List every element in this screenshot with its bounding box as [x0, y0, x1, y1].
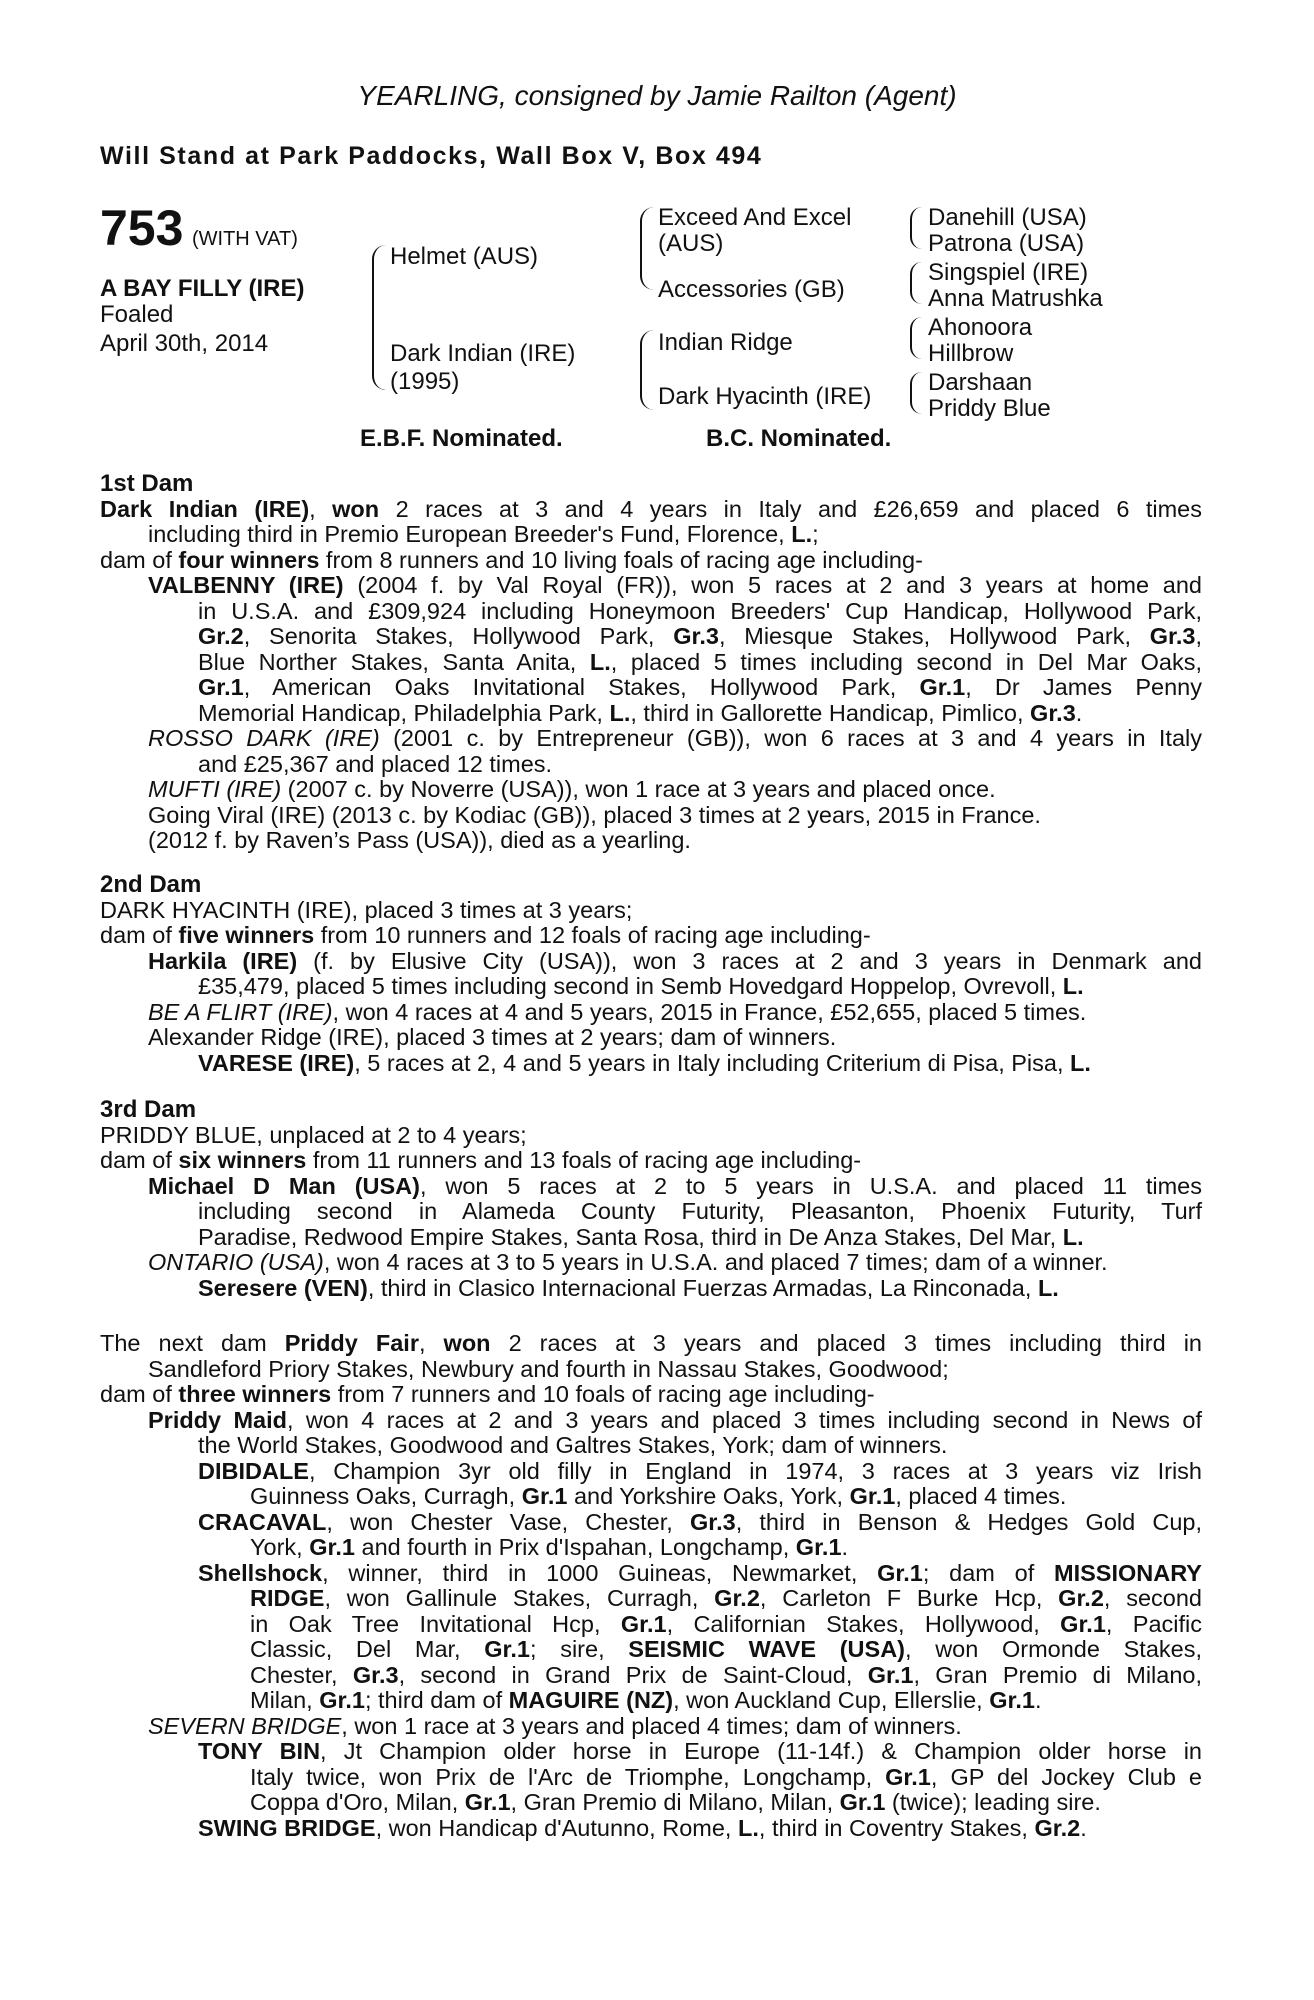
- pedigree-dam-dam: Dark Hyacinth (IRE): [658, 383, 872, 410]
- text-line: BE A FLIRT (IRE), won 4 races at 4 and 5 years, 2015 in France, £52,655, placed 5 times.: [148, 998, 1087, 1025]
- pedigree-brace-dam: [640, 330, 654, 410]
- pedigree-brace-ss: [910, 207, 922, 249]
- text-line: Classic, Del Mar, Gr.1; sire, SEISMIC WAVE (USA), won Ormonde Stakes,: [250, 1636, 1202, 1662]
- text-line: Sandleford Priory Stakes, Newbury and fourth in Nassau Stakes, Goodwood;: [148, 1355, 949, 1382]
- text-line: £35,479, placed 5 times including second in Semb Hovedgard Hoppelop, Ovrevoll, L.: [198, 973, 1084, 999]
- text-line: Harkila (IRE) (f. by Elusive City (USA)), won 3 races at 2 and 3 years in Denmark and: [148, 947, 1202, 974]
- text-line: Going Viral (IRE) (2013 c. by Kodiac (GB)), placed 3 times at 2 years, 2015 in France.: [148, 801, 1041, 828]
- text-line: and £25,367 and placed 12 times.: [198, 750, 553, 777]
- text-line: TONY BIN, Jt Champion older horse in Europe (11-14f.) & Champion older horse in: [198, 1738, 1202, 1764]
- pedigree-brace-main: [372, 245, 386, 390]
- text-line: dam of five winners from 10 runners and 12 foals of racing age including-: [100, 922, 871, 948]
- pedigree-sire-sire-country: (AUS): [658, 230, 724, 257]
- ebf-nominated: E.B.F. Nominated.: [360, 425, 563, 452]
- pedigree-sds: Singspiel (IRE): [928, 259, 1089, 286]
- first-dam-section: [100, 471, 1202, 854]
- consignment-heading: YEARLING, consigned by Jamie Railton (Agent): [357, 80, 957, 111]
- text-line: SWING BRIDGE, won Handicap d'Autunno, Rome, L., third in Coventry Stakes, Gr.2.: [198, 1814, 1087, 1841]
- pedigree-sdd: Anna Matrushka: [928, 285, 1103, 312]
- pedigree-brace-sire: [640, 207, 654, 290]
- pedigree-dss: Ahonoora: [928, 314, 1033, 341]
- text-line: Coppa d'Oro, Milan, Gr.1, Gran Premio di Milano, Milan, Gr.1 (twice); leading sire.: [250, 1789, 1101, 1815]
- pedigree-sire-dam: Accessories (GB): [658, 276, 845, 303]
- text-line: The next dam Priddy Fair, won 2 races at 3 years and placed 3 times including third in: [100, 1330, 1202, 1356]
- text-line: DIBIDALE, Champion 3yr old filly in England in 1974, 3 races at 3 years viz Irish: [198, 1457, 1202, 1484]
- text-line: Milan, Gr.1; third dam of MAGUIRE (NZ), won Auckland Cup, Ellerslie, Gr.1.: [250, 1687, 1042, 1713]
- second-dam-heading: 2nd Dam: [100, 871, 202, 898]
- bc-nominated: B.C. Nominated.: [706, 425, 892, 452]
- text-line: Italy twice, won Prix de l'Arc de Triomphe, Longchamp, Gr.1, GP del Jockey Club e: [250, 1763, 1203, 1790]
- text-line: VALBENNY (IRE) (2004 f. by Val Royal (FR)), won 5 races at 2 and 3 years at home and: [148, 572, 1202, 598]
- pedigree-dsd: Hillbrow: [928, 340, 1014, 367]
- next-dam-section: [100, 1331, 1202, 1841]
- pedigree-ssd: Patrona (USA): [928, 230, 1085, 257]
- foaled-label: Foaled: [100, 301, 174, 328]
- text-line: Gr.2, Senorita Stakes, Hollywood Park, Gr.3, Miesque Stakes, Hollywood Park, Gr.3,: [198, 623, 1202, 649]
- pedigree-ddd: Priddy Blue: [928, 395, 1051, 422]
- pedigree-dds: Darshaan: [928, 369, 1033, 396]
- text-line: DARK HYACINTH (IRE), placed 3 times at 3 years;: [100, 896, 633, 923]
- text-line: Priddy Maid, won 4 races at 2 and 3 years and placed 3 times including second in News of: [148, 1406, 1202, 1433]
- text-line: including second in Alameda County Futurity, Pleasanton, Phoenix Futurity, Turf: [198, 1198, 1202, 1224]
- text-line: Paradise, Redwood Empire Stakes, Santa Rosa, third in De Anza Stakes, Del Mar, L.: [198, 1223, 1084, 1250]
- pedigree-brace-sd: [910, 262, 922, 304]
- text-line: Seresere (VEN), third in Clasico Internacional Fuerzas Armadas, La Rinconada, L.: [198, 1274, 1059, 1301]
- text-line: CRACAVAL, won Chester Vase, Chester, Gr.3, third in Benson & Hedges Gold Cup,: [198, 1508, 1202, 1535]
- text-line: PRIDDY BLUE, unplaced at 2 to 4 years;: [100, 1121, 527, 1148]
- second-dam-section: [100, 872, 1202, 1076]
- text-line: in Oak Tree Invitational Hcp, Gr.1, Californian Stakes, Hollywood, Gr.1, Pacific: [250, 1610, 1203, 1637]
- text-line: Alexander Ridge (IRE), placed 3 times at 2 years; dam of winners.: [148, 1024, 837, 1050]
- text-line: including third in Premio European Breeder's Fund, Florence, L.;: [148, 521, 819, 547]
- text-line: dam of three winners from 7 runners and 10 foals of racing age including-: [100, 1381, 875, 1407]
- lot-description: A BAY FILLY (IRE): [100, 275, 305, 302]
- lot-number: 753: [100, 200, 184, 256]
- text-line: ROSSO DARK (IRE) (2001 c. by Entrepreneur (GB)), won 6 races at 3 and 4 years in Italy: [148, 725, 1202, 751]
- third-dam-section: [100, 1097, 1202, 1301]
- pedigree-dam-sire: Indian Ridge: [658, 329, 793, 356]
- text-line: (2012 f. by Raven’s Pass (USA)), died as a yearling.: [148, 827, 691, 853]
- text-line: Shellshock, winner, third in 1000 Guineas, Newmarket, Gr.1; dam of MISSIONARY: [198, 1559, 1202, 1586]
- text-line: ONTARIO (USA), won 4 races at 3 to 5 years in U.S.A. and placed 7 times; dam of a winner.: [148, 1249, 1108, 1275]
- pedigree-sire: Helmet (AUS): [390, 243, 539, 270]
- pedigree-dam: Dark Indian (IRE): [390, 340, 576, 367]
- text-line: Chester, Gr.3, second in Grand Prix de Saint-Cloud, Gr.1, Gran Premio di Milano,: [250, 1661, 1202, 1688]
- pedigree-brace-dd: [910, 372, 922, 414]
- text-line: Gr.1, American Oaks Invitational Stakes, Hollywood Park, Gr.1, Dr James Penny: [198, 674, 1202, 700]
- text-line: SEVERN BRIDGE, won 1 race at 3 years and placed 4 times; dam of winners.: [148, 1712, 962, 1739]
- text-line: in U.S.A. and £309,924 including Honeymoon Breeders' Cup Handicap, Hollywood Park,: [198, 597, 1202, 624]
- pedigree-dam-year: (1995): [390, 368, 460, 395]
- text-line: RIDGE, won Gallinule Stakes, Curragh, Gr.2, Carleton F Burke Hcp, Gr.2, second: [250, 1585, 1202, 1611]
- third-dam-heading: 3rd Dam: [100, 1096, 197, 1123]
- pedigree-sss: Danehill (USA): [928, 204, 1087, 231]
- text-line: VARESE (IRE), 5 races at 2, 4 and 5 years in Italy including Criterium di Pisa, Pisa, L.: [198, 1049, 1091, 1076]
- text-line: Michael D Man (USA), won 5 races at 2 to 5 years in U.S.A. and placed 11 times: [148, 1172, 1203, 1199]
- vat-note: (WITH VAT): [192, 228, 298, 250]
- text-line: dam of six winners from 11 runners and 13 foals of racing age including-: [100, 1147, 862, 1173]
- text-line: MUFTI (IRE) (2007 c. by Noverre (USA)), won 1 race at 3 years and placed once.: [148, 776, 996, 802]
- pedigree-sire-sire: Exceed And Excel: [658, 204, 852, 231]
- foaled-date: April 30th, 2014: [100, 330, 269, 357]
- first-dam-heading: 1st Dam: [100, 470, 194, 497]
- text-line: York, Gr.1 and fourth in Prix d'Ispahan, Longchamp, Gr.1.: [250, 1534, 849, 1560]
- stand-location: Will Stand at Park Paddocks, Wall Box V, Box 494: [100, 142, 763, 170]
- text-line: the World Stakes, Goodwood and Galtres Stakes, York; dam of winners.: [198, 1432, 948, 1458]
- text-line: Memorial Handicap, Philadelphia Park, L., third in Gallorette Handicap, Pimlico, Gr.3.: [198, 699, 1083, 726]
- text-line: Dark Indian (IRE), won 2 races at 3 and 4 years in Italy and £26,659 and placed 6 times: [100, 495, 1203, 522]
- text-line: Blue Norther Stakes, Santa Anita, L., placed 5 times including second in Del Mar Oaks,: [198, 648, 1202, 675]
- text-line: Guinness Oaks, Curragh, Gr.1 and Yorkshire Oaks, York, Gr.1, placed 4 times.: [250, 1483, 1067, 1509]
- pedigree-brace-ds: [910, 317, 922, 359]
- text-line: dam of four winners from 8 runners and 10 living foals of racing age including-: [100, 546, 923, 573]
